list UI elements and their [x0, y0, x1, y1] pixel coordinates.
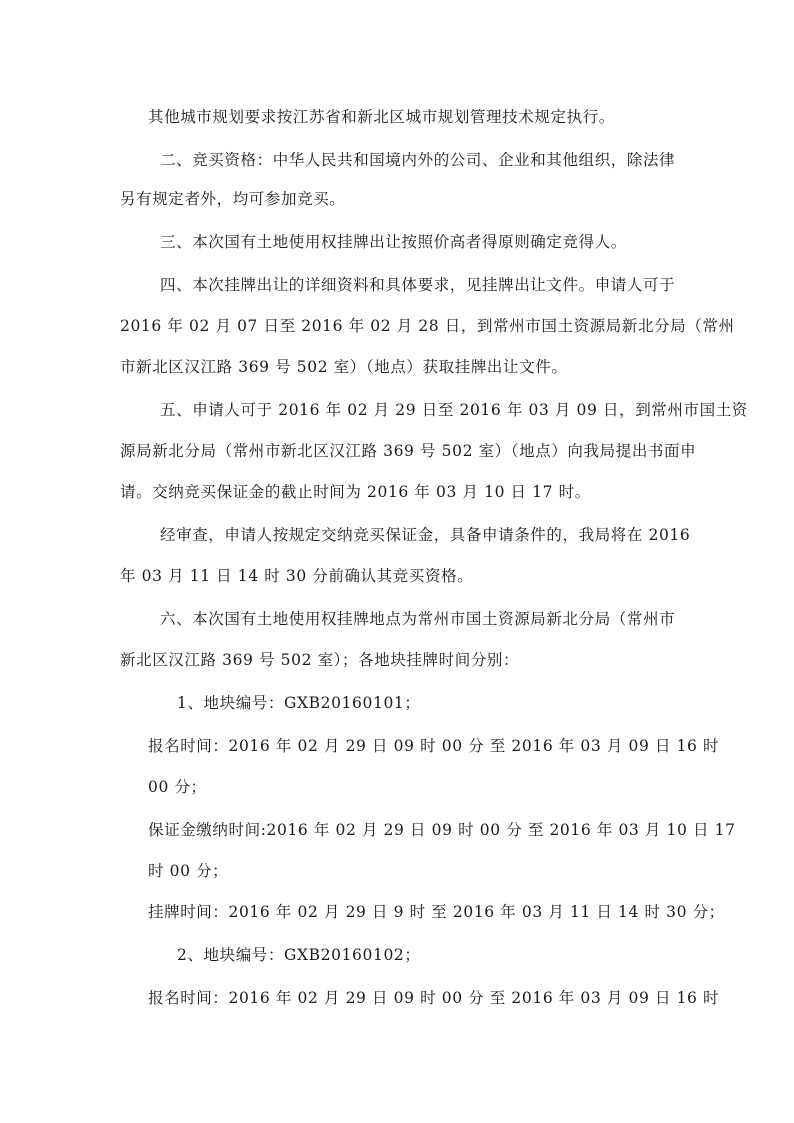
- paragraph-line: 二、竞买资格：中华人民共和国境内外的公司、企业和其他组织，除法律: [160, 151, 676, 169]
- parcel-heading: 2、地块编号：GXB20160102；: [177, 946, 421, 964]
- paragraph-line: 市新北区汉江路 369 号 502 室）（地点）获取挂牌出让文件。: [120, 358, 568, 376]
- paragraph-line: 三、本次国有土地使用权挂牌出让按照价高者得原则确定竞得人。: [160, 233, 627, 251]
- paragraph-line: 请。交纳竞买保证金的截止时间为 2016 年 03 月 10 日 17 时。: [120, 483, 591, 501]
- paragraph-line: 2016 年 02 月 07 日至 2016 年 02 月 28 日，到常州市国土资源局新北分局（常州: [120, 317, 735, 335]
- listing-time-line: 挂牌时间：2016 年 02 月 29 日 9 时 至 2016 年 03 月 11 日 14 时 30 分；: [148, 903, 725, 921]
- paragraph-line: 年 03 月 11 日 14 时 30 分前确认其竞买资格。: [120, 567, 474, 585]
- paragraph-line: 源局新北分局（常州市新北区汉江路 369 号 502 室）（地点）向我局提出书面申: [120, 442, 697, 460]
- registration-time-line: 00 分；: [148, 778, 207, 796]
- paragraph-line: 其他城市规划要求按江苏省和新北区城市规划管理技术规定执行。: [148, 108, 615, 126]
- registration-time-line: 报名时间：2016 年 02 月 29 日 09 时 00 分 至 2016 年 03 月 09 日 16 时: [148, 737, 720, 755]
- parcel-heading: 1、地块编号：GXB20160101；: [177, 694, 421, 712]
- paragraph-line: 四、本次挂牌出让的详细资料和具体要求，见挂牌出让文件。申请人可于: [160, 276, 676, 294]
- deposit-time-line: 保证金缴纳时间:2016 年 02 月 29 日 09 时 00 分 至 2016 年 03 月 10 日 17: [148, 821, 736, 839]
- paragraph-line: 新北区汉江路 369 号 502 室）；各地块挂牌时间分别：: [120, 651, 520, 669]
- paragraph-line: 另有规定者外，均可参加竞买。: [120, 190, 346, 208]
- paragraph-line: 经审查，申请人按规定交纳竞买保证金，具备申请条件的，我局将在 2016: [160, 526, 691, 544]
- paragraph-line: 五、申请人可于 2016 年 02 月 29 日至 2016 年 03 月 09 日，到常州市国土资: [160, 401, 748, 419]
- paragraph-line: 六、本次国有土地使用权挂牌地点为常州市国土资源局新北分局（常州市: [160, 610, 676, 628]
- deposit-time-line: 时 00 分；: [148, 862, 229, 880]
- registration-time-line: 报名时间：2016 年 02 月 29 日 09 时 00 分 至 2016 年 03 月 09 日 16 时: [148, 989, 720, 1007]
